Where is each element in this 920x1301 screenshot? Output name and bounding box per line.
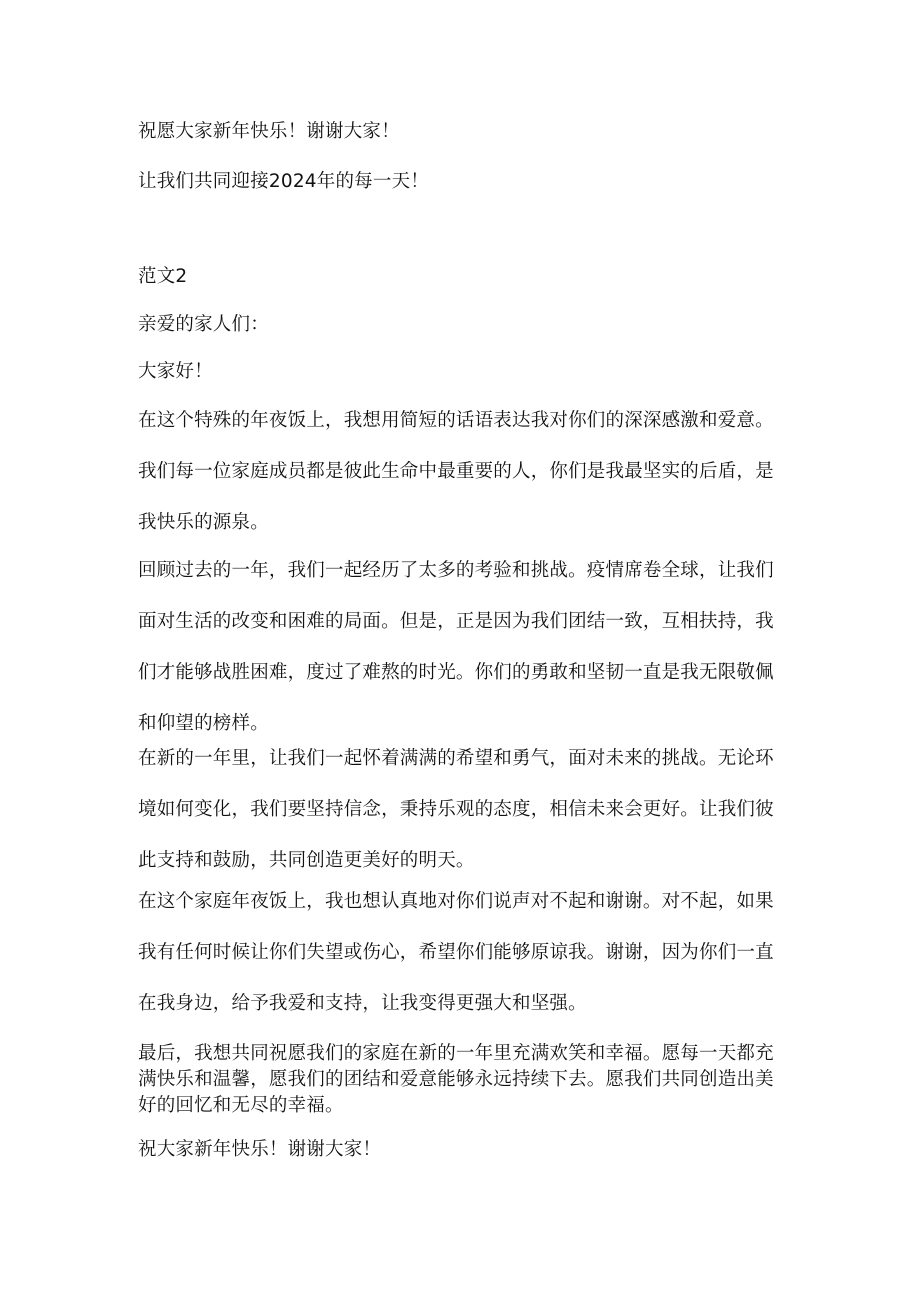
final-wish: 祝大家新年快乐！谢谢大家！ (138, 1139, 382, 1160)
paragraph-apology-thanks: 在这个家庭年夜饭上，我也想认真地对你们说声对不起和谢谢。对不起，如果我有任何时候让你们失望或伤心，希望你们能够原谅我。谢谢，因为你们一直在我身边，给予我爱和支持，让我变得更强大和坚强。 (138, 891, 774, 1014)
paragraph-gratitude: 在这个特殊的年夜饭上，我想用简短的话语表达我对你们的深深感激和爱意。我们每一位家庭成员都是彼此生命中最重要的人，你们是我最坚实的后盾，是我快乐的源泉。 (138, 410, 774, 533)
paragraph-new-year: 在新的一年里，让我们一起怀着满满的希望和勇气，面对未来的挑战。无论环境如何变化，我们要坚持信念，秉持乐观的态度，相信未来会更好。让我们彼此支持和鼓励，共同创造更美好的明天。 (138, 748, 774, 871)
closing-wish: 祝愿大家新年快乐！谢谢大家！ (138, 121, 400, 142)
salutation: 亲爱的家人们： (138, 314, 269, 335)
sample-heading: 范文2 (138, 266, 188, 287)
greeting: 大家好！ (138, 361, 213, 382)
paragraph-looking-back: 回顾过去的一年，我们一起经历了太多的考验和挑战。疫情席卷全球，让我们面对生活的改变和困难的局面。但是，正是因为我们团结一致，互相扶持，我们才能够战胜困难，度过了难熬的时光。你们的勇敢和坚韧一直是我无限敬佩和仰望的榜样。 (138, 560, 774, 734)
paragraph-final-wishes: 最后，我想共同祝愿我们的家庭在新的一年里充满欢笑和幸福。愿每一天都充满快乐和温馨，愿我们的团结和爱意能够永远持续下去。愿我们共同创造出美好的回忆和无尽的幸福。 (138, 1043, 774, 1116)
closing-new-year-line: 让我们共同迎接2024年的每一天！ (138, 171, 429, 192)
